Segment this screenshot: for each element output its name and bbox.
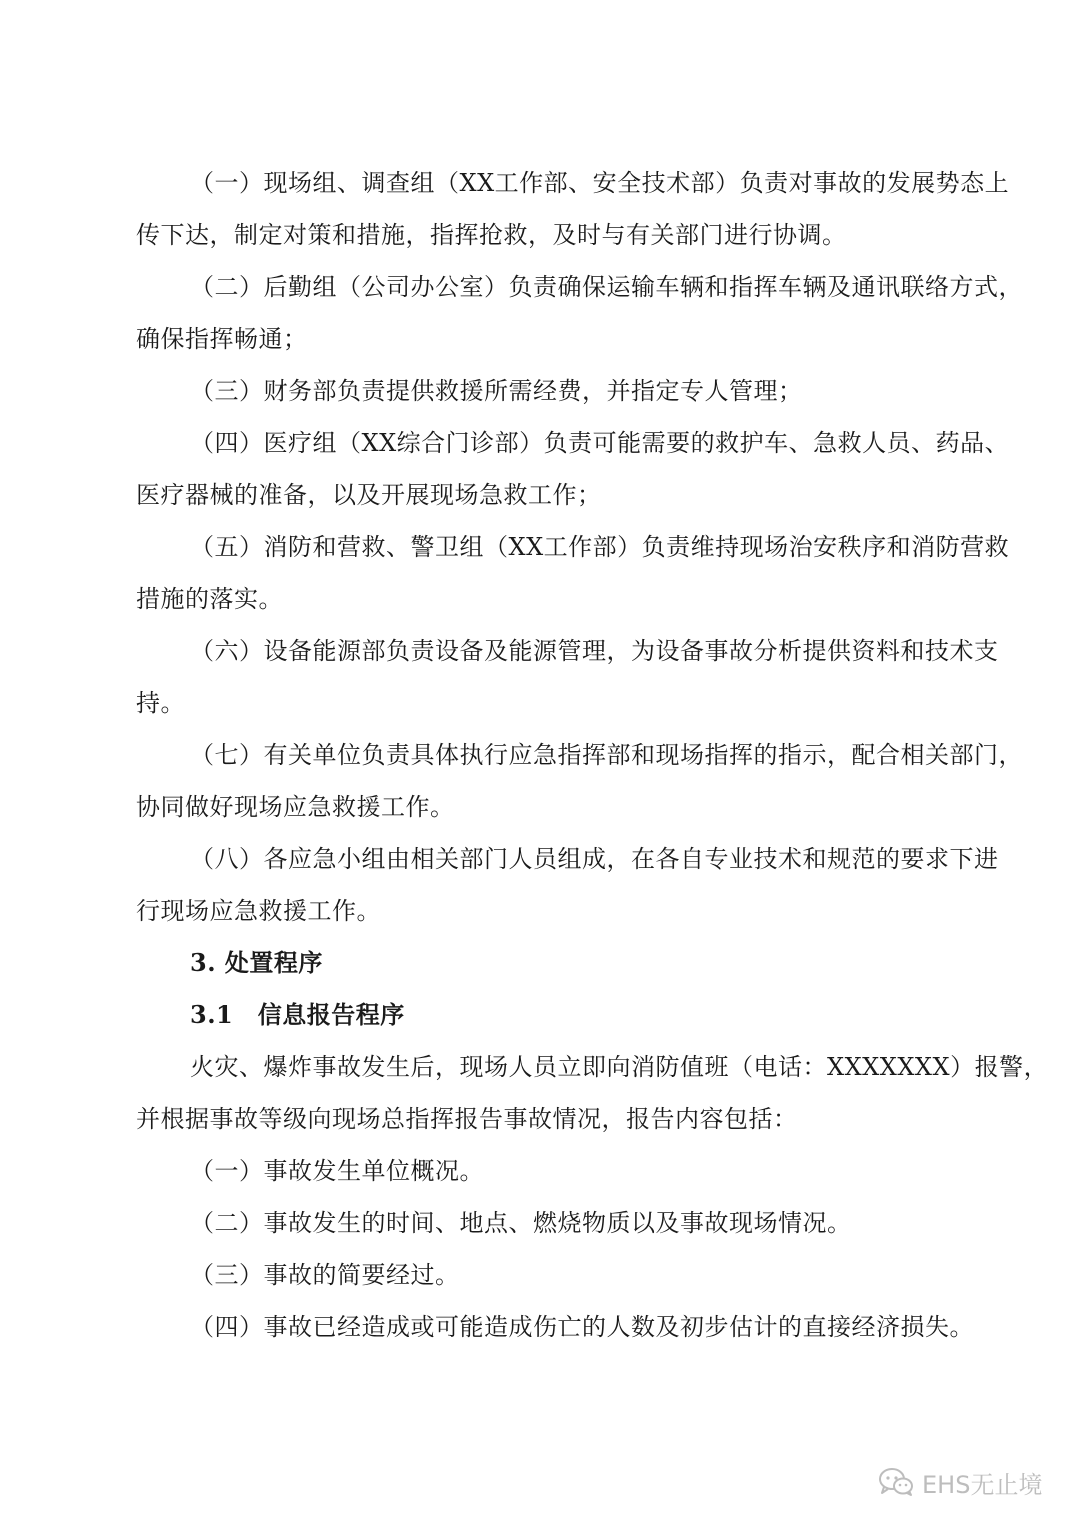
paragraph-line: （六）设备能源部负责设备及能源管理，为设备事故分析提供资料和技术支 (190, 637, 999, 665)
paragraph-line: 火灾、爆炸事故发生后，现场人员立即向消防值班（电话：XXXXXXX）报警， (190, 1053, 1049, 1081)
paragraph-line: （七）有关单位负责具体执行应急指挥部和现场指挥的指示，配合相关部门， (190, 741, 1023, 769)
paragraph-line: 确保指挥畅通； (136, 325, 308, 353)
paragraph-line: （八）各应急小组由相关部门人员组成，在各自专业技术和规范的要求下进 (190, 845, 999, 873)
paragraph-line: （五）消防和营救、警卫组（XX工作部）负责维持现场治安秩序和消防营救 (190, 533, 1010, 561)
watermark-text: EHS无止境 (922, 1470, 1043, 1499)
subsection-heading: 3.1 信息报告程序 (190, 1000, 405, 1029)
list-item: （一）事故发生单位概况。 (190, 1157, 484, 1185)
wechat-icon (878, 1467, 914, 1497)
paragraph-line: （四）医疗组（XX综合门诊部）负责可能需要的救护车、急救人员、药品、 (190, 429, 1010, 457)
paragraph-line: 协同做好现场应急救援工作。 (136, 793, 455, 821)
paragraph-line: （三）财务部负责提供救援所需经费，并指定专人管理； (190, 377, 803, 405)
paragraph-line: 措施的落实。 (136, 585, 283, 613)
paragraph-line: 持。 (136, 689, 185, 717)
paragraph-line: （二）后勤组（公司办公室）负责确保运输车辆和指挥车辆及通讯联络方式， (190, 273, 1023, 301)
section-heading: 3. 处置程序 (190, 948, 323, 977)
paragraph-line: （一）现场组、调查组（XX工作部、安全技术部）负责对事故的发展势态上 (190, 169, 1010, 197)
paragraph-line: 医疗器械的准备，以及开展现场急救工作； (136, 481, 602, 509)
list-item: （四）事故已经造成或可能造成伤亡的人数及初步估计的直接经济损失。 (190, 1313, 974, 1341)
paragraph-line: 并根据事故等级向现场总指挥报告事故情况，报告内容包括： (136, 1105, 798, 1133)
list-item: （二）事故发生的时间、地点、燃烧物质以及事故现场情况。 (190, 1209, 852, 1237)
watermark (878, 1462, 1042, 1502)
paragraph-line: 行现场应急救援工作。 (136, 897, 381, 925)
list-item: （三）事故的简要经过。 (190, 1261, 460, 1289)
paragraph-line: 传下达，制定对策和措施，指挥抢救，及时与有关部门进行协调。 (136, 221, 847, 249)
